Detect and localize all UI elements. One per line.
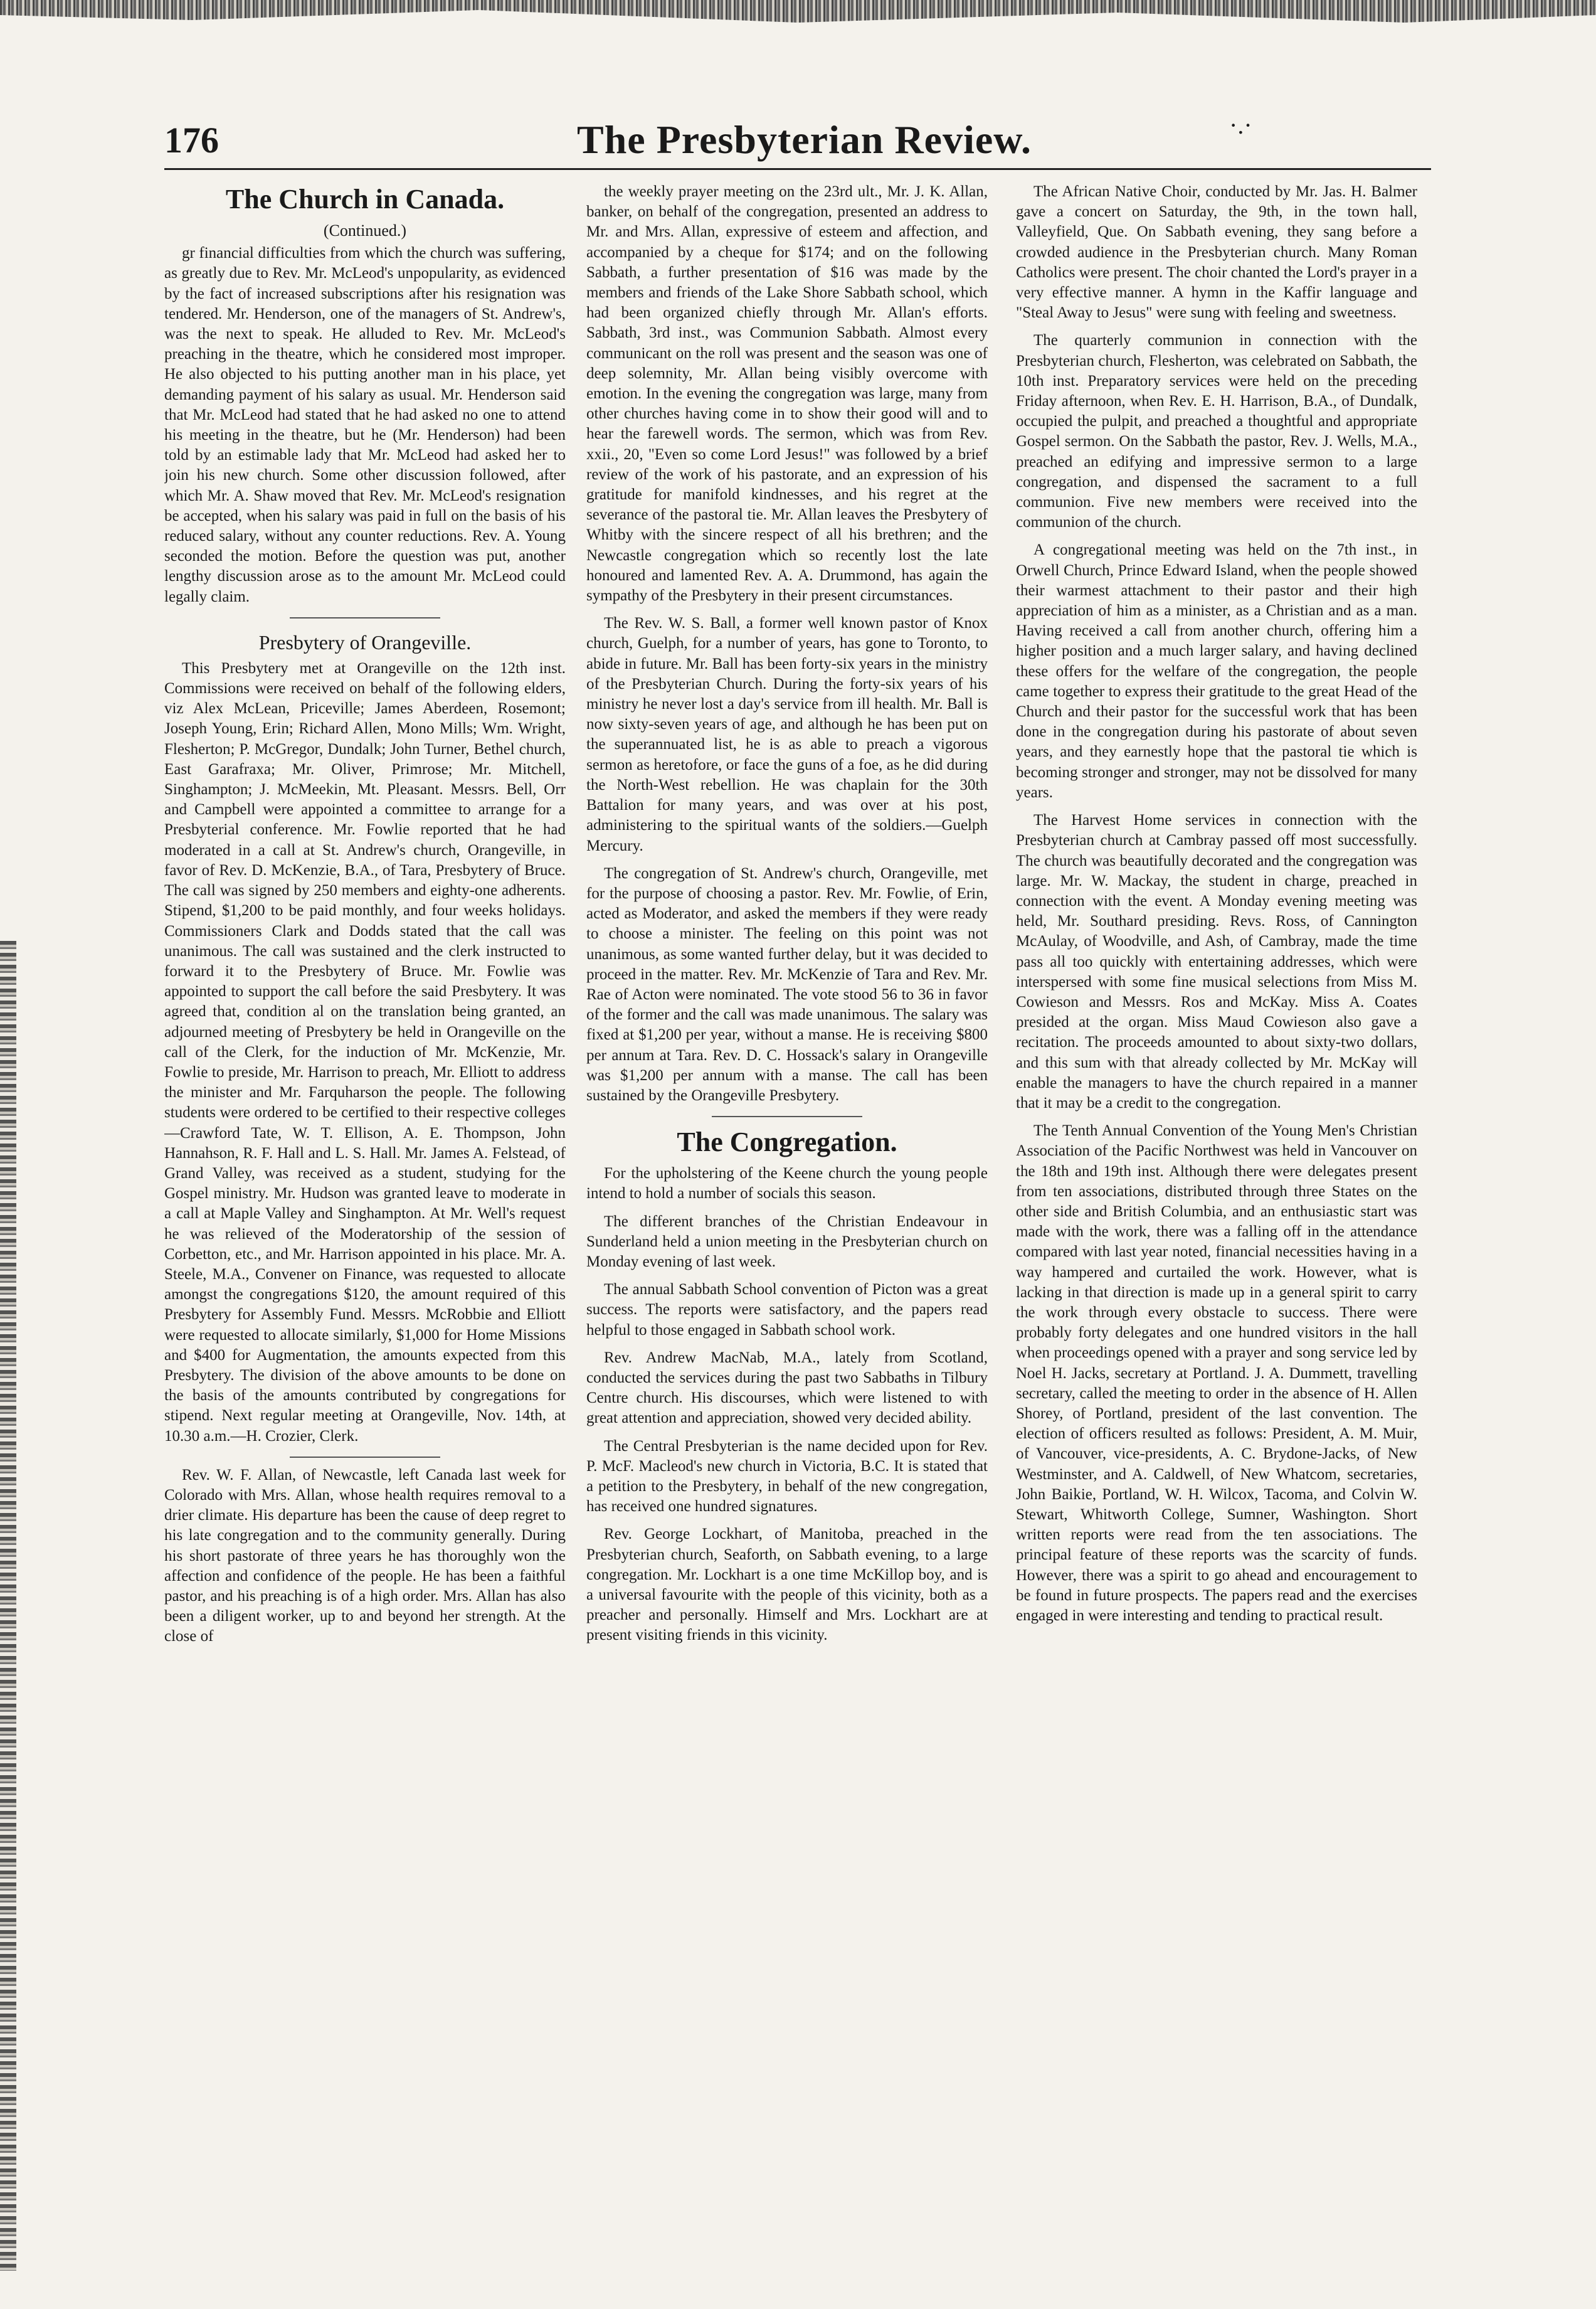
paragraph: The congregation of St. Andrew's church, Orangeville, met for the purpose of choosing a pastor. Rev. Mr. Fowlie, of Erin, acted as Moderator, and asked the members if they were ready to choose a minister. The feeling on this point was not unanimous, as some wanted further delay, but it was decided to proceed in the matter. Rev. Mr. McKenzie of Tara and Rev. Mr. Rae of Acton were nominated. The vote stood 56 to 36 in favor of the former and the call was made unanimous. The salary was fixed at $1,200 per year, without a manse. He is receiving $800 per annum at Tara. Rev. D. C. Hossack's salary in Orangeville was $1,200 per annum with a manse. The call has been sustained by the Orangeville Presbytery.: [586, 864, 988, 1104]
paragraph: The African Native Choir, conducted by Mr. Jas. H. Balmer gave a concert on Saturday, the 9th, in the town hall, Valleyfield, Que. On Sabbath evening, they sang before a crowded audience in the Presbyterian church. Many Roman Catholics were present. The choir chanted the Lord's prayer in a very effective manner. A hymn in the Kaffir language and "Steal Away to Jesus" were sung with feeling and sweetness.: [1016, 183, 1417, 322]
column-2: [586, 182, 988, 2264]
paragraph: For the upholstering of the Keene church the young people intend to hold a number of socials this season.: [586, 1165, 988, 1202]
paragraph: The Rev. W. S. Ball, a former well known pastor of Knox church, Guelph, for a number of years, has gone to Toronto, to abide in future. Mr. Ball has been forty-six years in the ministry of the Presbyterian Church. During the forty-six years of his ministry he never lost a day's service from ill health. Mr. Ball is now sixty-seven years of age, and although he has been put on the superannuated list, he is as able to preach a vigorous sermon as heretofore, or face the guns of a foe, as he did during the North-West rebellion. He was chaplain for the 30th Battalion for many years, and was over at his post, administering to the spiritual wants of the soldiers.—Guelph Mercury.: [586, 615, 988, 854]
paragraph: Rev. W. F. Allan, of Newcastle, left Canada last week for Colorado with Mrs. Allan, whose health requires removal to a drier climate. His departure has been the cause of deep regret to his late congregation and to the community generally. During his short pastorate of three years he has thoroughly won the affection and confidence of the people. He has been a faithful pastor, and his preaching is of a high order. Mrs. Allan has also been a diligent worker, up to and beyond her strength. At the close of: [164, 1466, 566, 1645]
divider: [290, 617, 440, 618]
paragraph: A congregational meeting was held on the 7th inst., in Orwell Church, Prince Edward Island, when the people showed their warmest attachment to their pastor and their high appreciation of him as a minister, as a Christian and as a man. Having received a call from another church, offering him a higher position and a much larger salary, and having declined these offers for the welfare of the congregation, the people came together to express their gratitude to the great Head of the Church and their pastor for the successful work that has been done in the congregation during his pastorate of about seven years, and they earnestly hope that the pastoral tie which is becoming stronger and stronger, may not be dissolved for many years.: [1016, 541, 1417, 801]
paragraph: Rev. George Lockhart, of Manitoba, preached in the Presbyterian church, Seaforth, on Sabbath evening, to a large congregation. Mr. Lockhart is a one time McKillop boy, and is a universal favourite with the people of this vicinity, both as a preacher and personally. Himself and Mrs. Lockhart are at present visiting friends in this vicinity.: [586, 1526, 988, 1644]
scan-noise-top: [0, 0, 1596, 50]
header-rule: [164, 168, 1431, 170]
article-heading: The Church in Canada.: [225, 184, 505, 215]
paragraph: gr financial difficulties from which the church was suffering, as greatly due to Rev. Mr. McLeod's unpopularity, as evidenced by the fact of increased subscriptions after his resignation was tendered. Mr. Henderson, one of the managers of St. Andrew's, was the next to speak. He alluded to Rev. Mr. McLeod's preaching in the theatre, which he considered most improper. He also objected to his putting another man in his place, yet demanding payment of his salary as usual. Mr. Henderson said that Mr. McLeod had stated that he had asked no one to attend his meeting in the theatre, but he (Mr. Henderson) had been told by an estimable lady that Mr. McLeod had asked her to join his new church. Some other discussion followed, after which Mr. A. Shaw moved that Rev. Mr. McLeod's resignation be accepted, when his salary was paid in full on the basis of his reduced salary, without any counter reductions. Rev. A. Young seconded the motion. Before the question was put, another lengthy discussion arose as to the amount Mr. McLeod could legally claim.: [164, 245, 566, 605]
header-ornament: ·.·: [1229, 111, 1252, 139]
column-1: [164, 182, 566, 2264]
paragraph: The Central Presbyterian is the name decided upon for Rev. P. McF. Macleod's new church in Victoria, B.C. It is stated that a petition to the Presbytery, in behalf of the new congregation, has received one hundred signatures.: [586, 1437, 988, 1515]
section-heading: The Congregation.: [677, 1127, 897, 1158]
divider: [712, 1116, 862, 1117]
paragraph: The Harvest Home services in connection with the Presbyterian church at Cambray passed off most successfully. The church was beautifully decorated and the congregation was large. Mr. W. Mackay, the student in charge, preached in connection with the event. A Monday evening meeting was held, Mr. Southard presiding. Revs. Ross, of Cannington McAulay, of Woodville, and Ash, of Cambray, made the time pass all too quickly with entertaining addresses, which were interspersed with some fine musical selections from Miss M. Cowieson and Messrs. Ros and McKay. Miss A. Coates presided at the organ. Miss Maud Cowieson also gave a recitation. The proceeds amounted to about sixty-two dollars, and this sum with that already collected by Mr. McKay will enable the managers to have the church repaired in a manner that it may be a credit to the congregation.: [1016, 812, 1417, 1112]
paragraph: The different branches of the Christian Endeavour in Sunderland held a union meeting in the Presbyterian church on Monday evening of last week.: [586, 1213, 988, 1270]
paragraph: The annual Sabbath School convention of Picton was a great success. The reports were satisfactory, and the papers read helpful to those engaged in Sabbath school work.: [586, 1281, 988, 1339]
paragraph: Rev. Andrew MacNab, M.A., lately from Scotland, conducted the services during the past two Sabbaths in Tilbury Centre church. His discourses, which were listened to with great attention and appreciation, showed very decided ability.: [586, 1349, 988, 1427]
paragraph: the weekly prayer meeting on the 23rd ult., Mr. J. K. Allan, banker, on behalf of the congregation, presented an address to Mr. and Mrs. Allan, expressive of esteem and affection, and accompanied by a cheque for $174; and on the following Sabbath, a further presentation of $16 was made by the members and friends of the Lake Shore Sabbath school, which had been organized chiefly through Mr. Allan's efforts. Sabbath, 3rd inst., was Communion Sabbath. Almost every communicant on the roll was present and the season was one of deep solemnity, Mr. Allan being visibly overcome with emotion. In the evening the congregation was large, many from other churches having come in to show their good will and to hear the farewell words. The sermon, which was from Rev. xxii., 20, "Even so come Lord Jesus!" was followed by a brief review of the work of his pastorate, and an expression of his gratitude for manifold kindnesses, and his regret at the severance of the pastoral tie. Mr. Allan leaves the Presbytery of Whitby with the sincere respect of all his brethren; and the Newcastle congregation which so recently lost the late honoured and lamented Rev. A. A. Drummond, has again the sympathy of the Presbytery in their present circumstances.: [586, 183, 988, 605]
divider: [290, 1457, 440, 1458]
column-3: [1016, 182, 1417, 2264]
scan-noise-left: [0, 941, 16, 2271]
paragraph: The Tenth Annual Convention of the Young Men's Christian Association of the Pacific Northwest was held in Vancouver on the 18th and 19th inst. Although there were delegates present from ten associations, distributed through three States on the other side and British Columbia, and an enthusiastic start was made with the work, there was a falling off in the attendance compared with last year noted, financial necessities having in a way hampered and curtailed the work. However, what is lacking in that direction is made up in a general spirit to carry the work through every obstacle to success. There were probably forty delegates and one hundred visitors in the hall when proceedings opened with a prayer and song service led by Noel H. Jacks, secretary at Portland. J. A. Dummett, travelling secretary, called the meeting to order in the absence of H. Allen Shorey, of Portland, president of the last convention. The election of officers resulted as follows: President, A. M. Muir, of Vancouver, vice-presidents, A. C. Brydone-Jacks, of New Westminster, and A. Caldwell, of New Whatcom, secretaries, John Baikie, Portland, W. H. Wilcox, Tacoma, and Colvin W. Stewart, Whitworth College, Sumner, Washington. Short written reports were read from the ten associations. The principal feature of these reports was the scarcity of funds. However, there was a spirit to go ahead and encouragement to be found in future prospects. The papers read and the exercises engaged in were interesting and tending to practical result.: [1016, 1122, 1417, 1625]
page-number: 176: [164, 120, 219, 161]
paragraph: This Presbytery met at Orangeville on the 12th inst. Commissions were received on behalf of the following elders, viz Alex McLean, Priceville; James Aberdeen, Rosemont; Joseph Young, Erin; Richard Allen, Mono Mills; Wm. Wright, Flesherton; P. McGregor, Dundalk; John Turner, Bethel church, East Garafraxa; Mr. Oliver, Primrose; Mr. Mitchell, Singhampton; J. McMeekin, Mt. Pleasant. Messrs. Bell, Orr and Campbell were appointed a committee to arrange for a Presbyterial conference. Mr. Fowlie reported that he had moderated in a call at St. Andrew's church, Orangeville, in favor of Rev. D. McKenzie, B.A., of Tara, Presbytery of Bruce. The call was signed by 250 members and eighty-one adherents. Stipend, $1,200 to be paid monthly, and four weeks holidays. Commissioners Clark and Dodds stated that the call was unanimous. The call was sustained and the clerk instructed to forward it to the Presbytery of Bruce. Mr. Fowlie was appointed to support the call before the said Presbytery. It was agreed that, condition al on the translation being granted, an adjourned meeting of Presbytery be held in Orangeville on the call of the Clerk, for the induction of Mr. McKenzie, Mr. Fowlie to preside, Mr. Harrison to preach, Mr. Elliott to address the minister and Mr. Farquharson the people. The following students were ordered to be certified to their respective colleges—Crawford Tate, W. T. Ellison, A. E. Thompson, John Hannahson, R. F. Hall and L. S. Hall. Mr. James A. Felstead, of Grand Valley, was received as a student, studying for the Gospel ministry. Mr. Hudson was granted leave to moderate in a call at Maple Valley and Singhampton. At Mr. Well's request he was relieved of the Moderatorship of the session of Corbetton, etc., and Mr. Harrison appointed in his place. Mr. A. Steele, M.A., Convener on Finance, was requested to allocate amongst the congregations $120, the amount required of this Presbytery for Assembly Fund. Messrs. McRobbie and Elliott were requested to allocate similarly, $1,000 for Home Missions and $400 for Augmentation, the amounts expected from this Presbytery. The division of the above amounts to be done on the basis of the amounts contributed by congregations for stipend. Next regular meeting at Orangeville, Nov. 14th, at 10.30 a.m.—H. Crozier, Clerk.: [164, 659, 566, 1445]
paragraph: The quarterly communion in connection with the Presbyterian church, Flesherton, was celebrated on Sabbath, the 10th inst. Preparatory services were held on the preceding Friday afternoon, when Rev. E. H. Harrison, B.A., of Dundalk, occupied the pulpit, and preached a thoughtful and appropriate Gospel sermon. On the Sabbath the pastor, Rev. J. Wells, M.A., preached an edifying and impressive sermon to a large congregation, and dispensed the sacrament to a full communion. Five new members were received into the communion of the church.: [1016, 332, 1417, 531]
masthead-title: The Presbyterian Review.: [577, 117, 1032, 162]
section-heading: Presbytery of Orangeville.: [258, 630, 472, 654]
article-subheading: (Continued.): [323, 221, 407, 240]
